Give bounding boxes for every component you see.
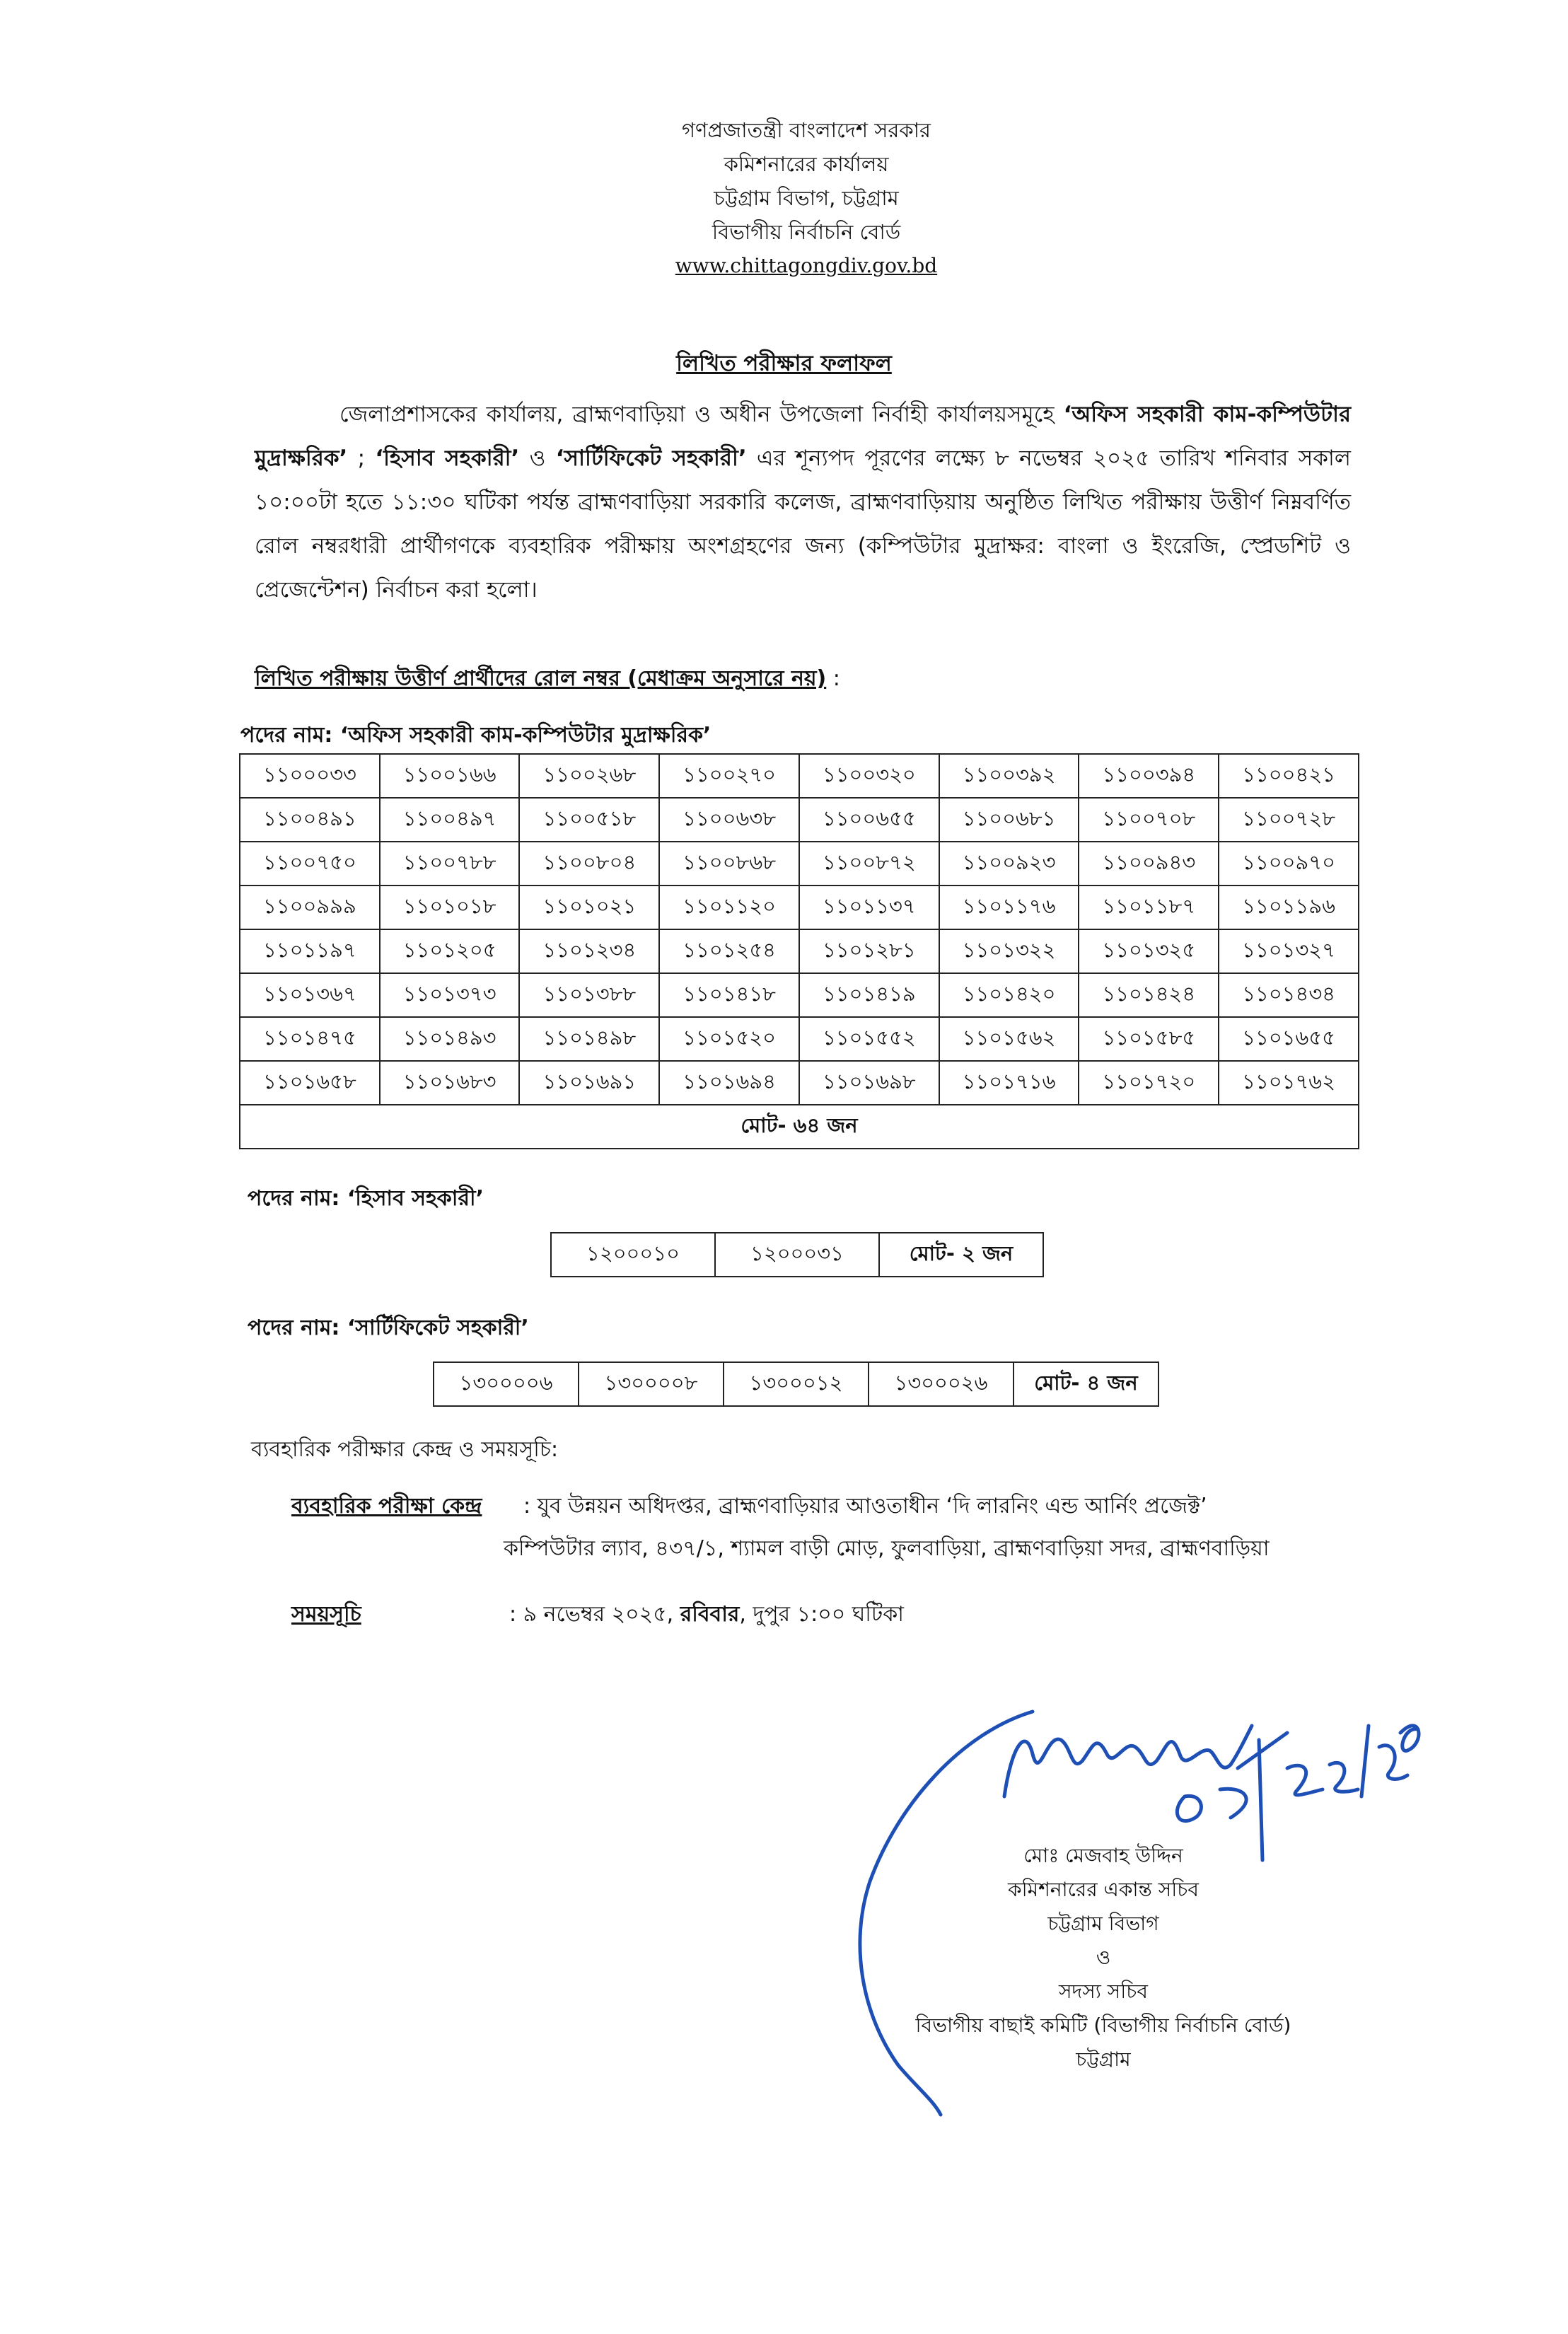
roll-cell: ১১০১১২০ [659, 886, 799, 929]
passed-heading-suffix: : [826, 666, 840, 691]
roll-cell: ১১০১৩২২ [939, 929, 1079, 973]
roll-cell: ১৩০০০০৬ [434, 1362, 579, 1406]
roll-cell: ১২০০০৩১ [715, 1233, 879, 1277]
table-row [434, 1362, 1158, 1406]
table-row [240, 754, 1359, 798]
roll-cell: ১১০১৪২০ [939, 973, 1079, 1017]
schedule-value-post: , দুপুর ১:০০ ঘটিকা [739, 1602, 904, 1627]
signature-block [877, 1839, 1330, 2077]
roll-cell: ১১০১১৩৭ [799, 886, 939, 929]
center-line2: কম্পিউটার ল্যাব, ৪৩৭/১, শ্যামল বাড়ী মোড়, ফুলবাড়িয়া, ব্রাহ্মণবাড়িয়া সদর, ব্রাহ্মণবাড়িয়া [504, 1536, 1270, 1561]
practical-heading: ব্যবহারিক পরীক্ষার কেন্দ্র ও সময়সূচি: [251, 1437, 559, 1462]
roll-cell: ১১০১৩৭৩ [380, 973, 520, 1017]
roll-cell: ১১০১৩২৭ [1219, 929, 1359, 973]
roll-cell: ১১০১৪১৯ [799, 973, 939, 1017]
roll-cell: ১১০০৯৯৯ [240, 886, 380, 929]
intro-post3: ‘সার্টিফিকেট সহকারী’ [555, 446, 747, 471]
roll-cell: ১১০০৮৭২ [799, 842, 939, 886]
roll-cell: ১১০০২৬৮ [519, 754, 659, 798]
letterhead [495, 113, 1117, 283]
intro-part1: জেলাপ্রশাসকের কার্যালয়, ব্রাহ্মণবাড়িয়া ও অধীন উপজেলা নির্বাহী কার্যালয়সমূহে [339, 402, 1064, 427]
roll-cell: ১১০১৭১৬ [939, 1061, 1079, 1105]
roll-cell: ১১০০৯২৩ [939, 842, 1079, 886]
signatory-division: চট্টগ্রাম বিভাগ [1047, 1912, 1159, 1935]
website-link[interactable]: www.chittagongdiv.gov.bd [675, 254, 938, 277]
division-name: চট্টগ্রাম বিভাগ, চট্টগ্রাম [714, 186, 899, 210]
roll-cell: ১১০০৬৮১ [939, 798, 1079, 842]
intro-paragraph [255, 393, 1351, 612]
roll-cell: ১১০০৩২০ [799, 754, 939, 798]
schedule-value [509, 1597, 904, 1633]
intro-part2: এর শূন্যপদ পূরণের লক্ষ্যে ৮ নভেম্বর ২০২৫ তারিখ শনিবার সকাল ১০:০০টা হতে ১১:৩০ ঘটিকা পর্যন্ত ব্রাহ্মণবাড়িয়া সরকারি কলেজ, ব্রাহ্মণবাড়িয়ায় অনুষ্ঠিত লিখিত পরীক্ষায় উত্তীর্ণ নিম্নবর্ণিত রোল নম্বরধারী প্রার্থীগণকে ব্যবহারিক পরীক্ষায় অংশগ্রহণের জন্য (কম্পিউটার মুদ্রাক্ষর: বাংলা ও ইংরেজি, স্প্রেডশিট ও প্রেজেন্টেশন) নির্বাচন করা হলো। [255, 446, 1352, 603]
table-row [240, 1017, 1359, 1061]
roll-cell: ১১০০৭০৮ [1079, 798, 1219, 842]
roll-cell: ১১০০৯৭০ [1219, 842, 1359, 886]
roll-cell: ১১০১২০৫ [380, 929, 520, 973]
table-row [551, 1233, 1043, 1277]
total-cell: মোট- ৪ জন [1014, 1362, 1158, 1406]
roll-cell: ১১০১০১৮ [380, 886, 520, 929]
roll-cell: ১১০০৭৮৮ [380, 842, 520, 886]
roll-cell: ১১০১৫৫২ [799, 1017, 939, 1061]
roll-cell: ১১০১১৯৭ [240, 929, 380, 973]
roll-cell: ১৩০০০২৬ [869, 1362, 1014, 1406]
page-title: লিখিত পরীক্ষার ফলাফল [676, 351, 892, 376]
roll-cell: ১১০১৬৯৪ [659, 1061, 799, 1105]
total-cell: মোট- ২ জন [879, 1233, 1043, 1277]
roll-cell: ১১০০৩৯৪ [1079, 754, 1219, 798]
passed-heading [255, 661, 840, 697]
roll-cell: ১১০১৭৬২ [1219, 1061, 1359, 1105]
certificate-assistant-table [433, 1362, 1159, 1407]
roll-cell: ১১০১৪৯৩ [380, 1017, 520, 1061]
intro-post2: ‘হিসাব সহকারী’ [375, 446, 520, 471]
roll-cell: ১১০১৬৮৩ [380, 1061, 520, 1105]
table-row [240, 842, 1359, 886]
total-row [240, 1105, 1359, 1149]
roll-cell: ১১০১৪৩৪ [1219, 973, 1359, 1017]
roll-cell: ১১০০৫১৮ [519, 798, 659, 842]
signatory-name: মোঃ মেজবাহ উদ্দিন [1023, 1844, 1183, 1867]
intro-post1: ‘অফিস সহকারী কাম-কম্পিউটার মুদ্রাক্ষরিক’ [255, 402, 1352, 471]
roll-cell: ১১০১৩২৫ [1079, 929, 1219, 973]
schedule-label: সময়সূচি [291, 1602, 361, 1627]
roll-cell: ১১০১২৩৪ [519, 929, 659, 973]
roll-cell: ১১০০৪২১ [1219, 754, 1359, 798]
roll-cell: ১১০১৩৬৭ [240, 973, 380, 1017]
intro-sep2: ও [519, 446, 556, 471]
roll-cell: ১১০০৭৫০ [240, 842, 380, 886]
roll-cell: ১১০১১৭৬ [939, 886, 1079, 929]
roll-cell: ১১০১৬৯১ [519, 1061, 659, 1105]
roll-cell: ১১০০২৭০ [659, 754, 799, 798]
roll-cell: ১১০১৫৬২ [939, 1017, 1079, 1061]
signatory-and: ও [1096, 1946, 1111, 1969]
roll-cell: ১১০১১৮৭ [1079, 886, 1219, 929]
roll-cell: ১১০১৬৫৮ [240, 1061, 380, 1105]
roll-cell: ১১০০৯৪৩ [1079, 842, 1219, 886]
signatory-designation: কমিশনারের একান্ত সচিব [1008, 1878, 1199, 1901]
roll-cell: ১১০১২৫৪ [659, 929, 799, 973]
office-assistant-heading: পদের নাম: ‘অফিস সহকারী কাম-কম্পিউটার মুদ্রাক্ষরিক’ [240, 723, 712, 748]
roll-cell: ১১০১৬৯৮ [799, 1061, 939, 1105]
certificate-assistant-heading: পদের নাম: ‘সার্টিফিকেট সহকারী’ [248, 1316, 529, 1340]
roll-cell: ১১০০৬৩৮ [659, 798, 799, 842]
roll-cell: ১১০০৪৯১ [240, 798, 380, 842]
table-row [240, 929, 1359, 973]
table-row [240, 886, 1359, 929]
signatory-city: চট্টগ্রাম [1076, 2048, 1131, 2071]
intro-sep1: ; [347, 446, 376, 471]
roll-cell: ১১০০৪৯৭ [380, 798, 520, 842]
roll-cell: ১১০০৬৫৫ [799, 798, 939, 842]
roll-cell: ১৩০০০০৮ [579, 1362, 724, 1406]
roll-cell: ১১০১৬৫৫ [1219, 1017, 1359, 1061]
accounts-assistant-heading: পদের নাম: ‘হিসাব সহকারী’ [248, 1186, 484, 1211]
roll-cell: ১১০০৮৬৮ [659, 842, 799, 886]
center-line1: : যুব উন্নয়ন অধিদপ্তর, ব্রাহ্মণবাড়িয়ার আওতাধীন ‘দি লারনিং এন্ড আর্নিং প্রজেক্ট’ [523, 1494, 1207, 1519]
table-row [240, 973, 1359, 1017]
roll-cell: ১১০০৩৯২ [939, 754, 1079, 798]
center-label: ব্যবহারিক পরীক্ষা কেন্দ্র [291, 1494, 482, 1519]
office-assistant-table [239, 753, 1359, 1149]
passed-heading-text: লিখিত পরীক্ষায় উত্তীর্ণ প্রার্থীদের রোল নম্বর (মেধাক্রম অনুসারে নয়) [255, 666, 827, 691]
roll-cell: ১১০১৪৭৫ [240, 1017, 380, 1061]
roll-cell: ১১০০৭২৮ [1219, 798, 1359, 842]
roll-cell: ১১০১৪৯৮ [519, 1017, 659, 1061]
signatory-committee: বিভাগীয় বাছাই কমিটি (বিভাগীয় নির্বাচনি বোর্ড) [915, 2014, 1291, 2037]
govt-name: গণপ্রজাতন্ত্রী বাংলাদেশ সরকার [681, 118, 931, 142]
schedule-value-pre: : ৯ নভেম্বর ২০২৫, [509, 1602, 680, 1627]
table-row [240, 1061, 1359, 1105]
roll-cell: ১১০১৫২০ [659, 1017, 799, 1061]
roll-cell: ১৩০০০১২ [724, 1362, 869, 1406]
roll-cell: ১১০১৪২৪ [1079, 973, 1219, 1017]
office-name: কমিশনারের কার্যালয় [724, 152, 889, 176]
roll-cell: ১১০০০৩৩ [240, 754, 380, 798]
roll-cell: ১১০০১৬৬ [380, 754, 520, 798]
board-name: বিভাগীয় নির্বাচনি বোর্ড [712, 220, 901, 244]
signatory-role: সদস্য সচিব [1059, 1980, 1148, 2003]
accounts-assistant-table [550, 1232, 1044, 1277]
roll-cell: ১১০১১৯৬ [1219, 886, 1359, 929]
roll-cell: ১২০০০১০ [551, 1233, 715, 1277]
roll-cell: ১১০১৭২০ [1079, 1061, 1219, 1105]
table-row [240, 798, 1359, 842]
total-cell: মোট- ৬৪ জন [240, 1105, 1359, 1149]
roll-cell: ১১০১০২১ [519, 886, 659, 929]
roll-cell: ১১০০৮০৪ [519, 842, 659, 886]
roll-cell: ১১০১২৮১ [799, 929, 939, 973]
roll-cell: ১১০১৩৮৮ [519, 973, 659, 1017]
roll-cell: ১১০১৪১৮ [659, 973, 799, 1017]
roll-cell: ১১০১৫৮৫ [1079, 1017, 1219, 1061]
schedule-value-day: রবিবার [680, 1602, 740, 1627]
